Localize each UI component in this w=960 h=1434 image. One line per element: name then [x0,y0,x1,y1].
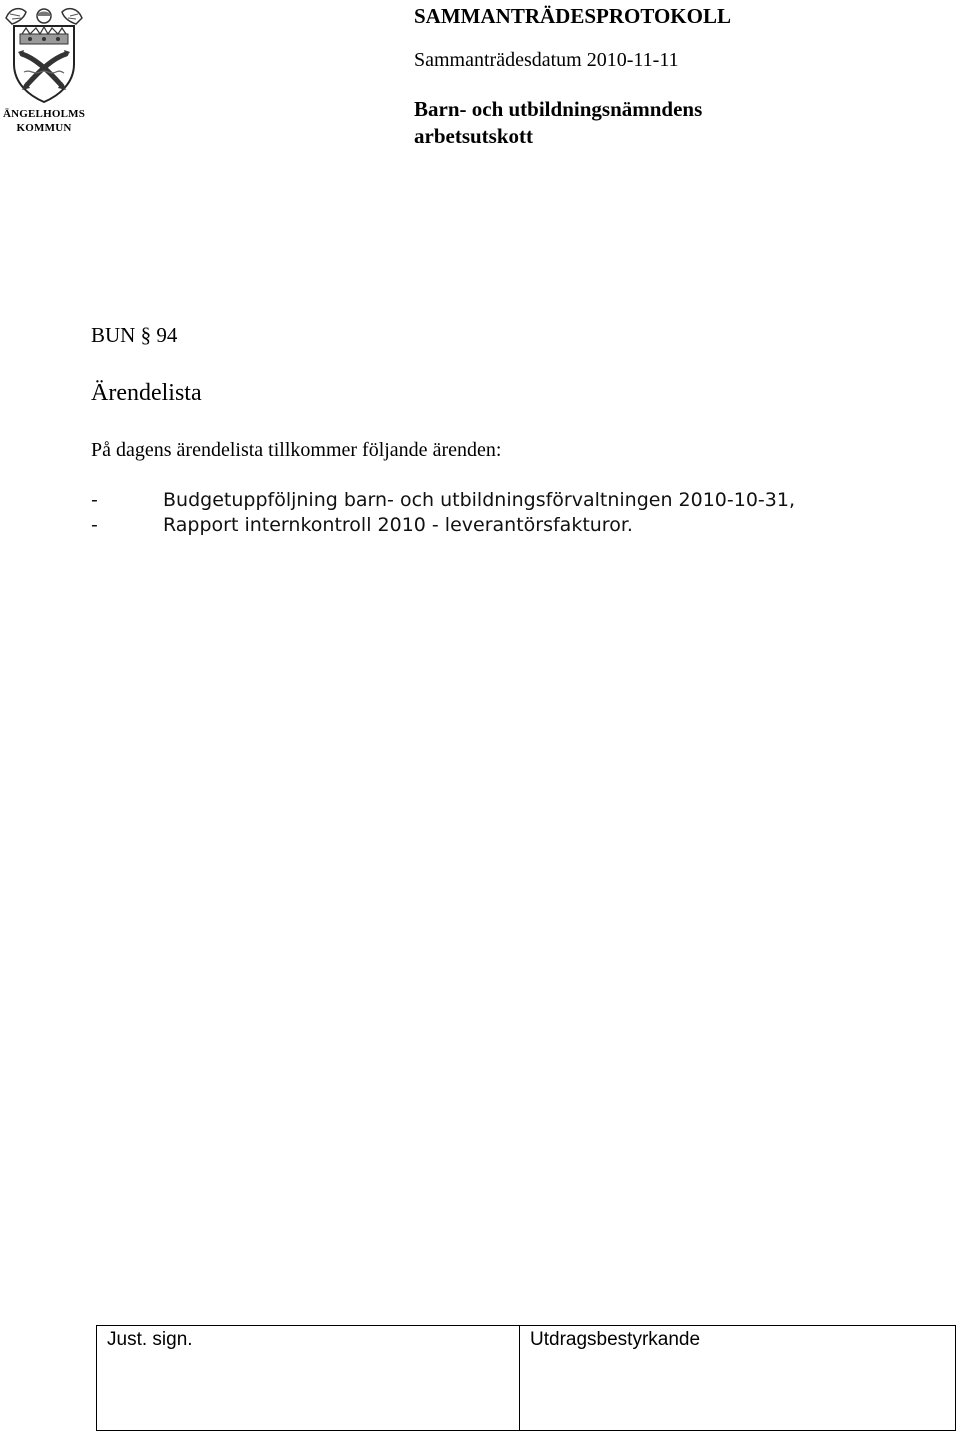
section-intro: På dagens ärendelista tillkommer följande ärenden: [91,439,502,461]
certification-label: Utdragsbestyrkande [530,1329,701,1350]
municipality-name-line1: ÄNGELHOLMS [2,108,86,120]
signature-box [96,1325,956,1431]
document-header [414,3,934,150]
signature-label: Just. sign. [107,1329,193,1350]
certification-cell [520,1326,955,1430]
item-marker: - [91,514,98,536]
signature-cell [97,1326,520,1430]
coat-of-arms-icon [0,2,88,106]
meeting-date: Sammanträdesdatum 2010-11-11 [414,49,679,71]
item-text: Rapport internkontroll 2010 - leverantörsfakturor. [163,514,633,536]
document-type: SAMMANTRÄDESPROTOKOLL [414,4,731,28]
item-marker: - [91,489,98,511]
section-reference: BUN § 94 [91,323,178,347]
section-title: Ärendelista [91,380,202,406]
item-text: Budgetuppföljning barn- och utbildningsförvaltningen 2010-10-31, [163,489,795,511]
municipality-logo [0,2,92,138]
committee-name: Barn- och utbildningsnämndens arbetsutskott [414,97,703,148]
municipality-name-line2: KOMMUN [16,122,72,134]
